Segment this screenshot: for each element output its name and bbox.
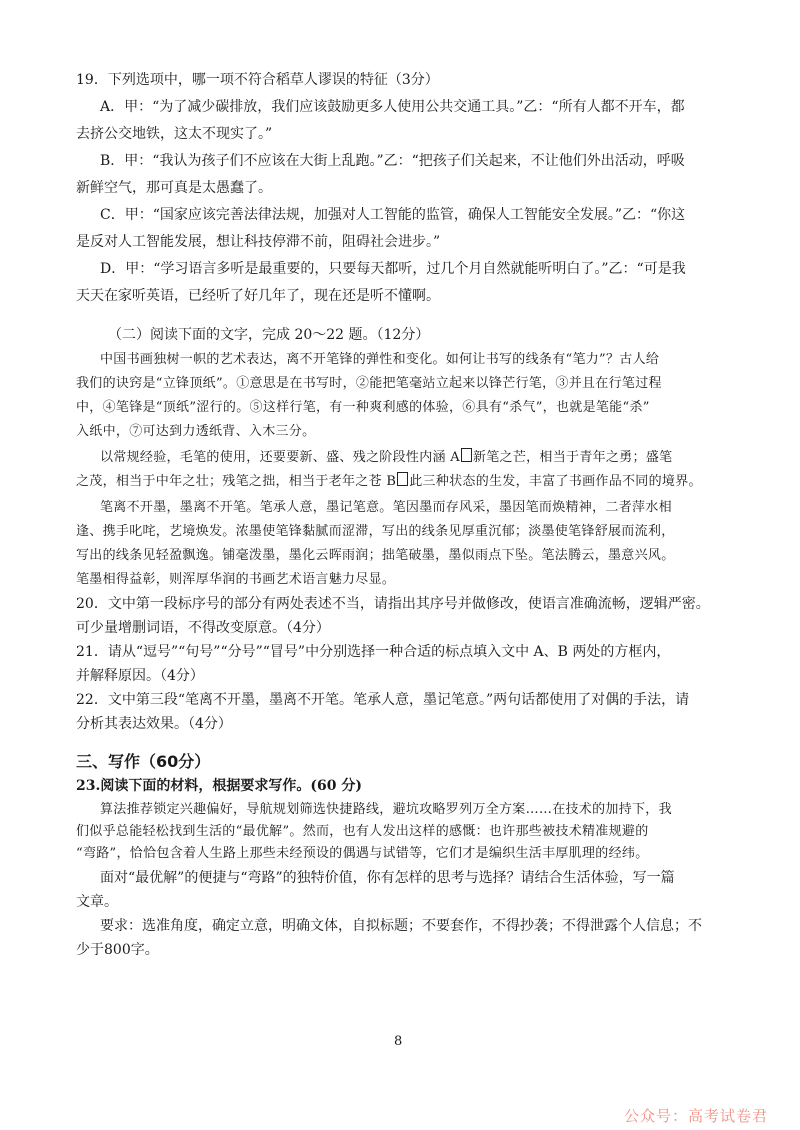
passage-p3-line2: 逢、携手叱咤，艺境焕发。浓墨使笔锋黏腻而涩滞，写出的线条见厚重沉郁；淡墨使笔锋舒展而流利， <box>76 524 675 539</box>
passage-p1-line4: 入纸中，⑦可达到力透纸背、入木三分。 <box>76 424 316 439</box>
q19-option-a-line2: 去挤公交地铁，这太不现实了。” <box>76 126 273 142</box>
q23-instruction: 23.阅读下面的材料，根据要求写作。(60 分) <box>76 778 362 794</box>
passage-p1-line1: 中国书画独树一帜的艺术表达，离不开笔锋的弹性和变化。如何让书写的线条有“笔力”？古人给 <box>100 352 660 367</box>
q19-option-a-line1: A．甲：“为了减少碳排放，我们应该鼓励更多人使用公共交通工具。”乙：“所有人都不开车，都 <box>100 99 685 115</box>
q19-option-c-line2: 是反对人工智能发展，想让科技停滞不前，阻碍社会进步。” <box>76 234 441 250</box>
writing-requirements-line1: 要求：选准角度，确定立意，明确文体，自拟标题；不要套作，不得抄袭；不得泄露个人信息；不 <box>100 918 702 934</box>
passage-p2-line1-part1: 以常规经验，毛笔的使用，还要要新、盛、残之阶段性内涵 A <box>100 450 460 465</box>
passage-p1-line3: 中，④笔锋是“顶纸”涩行的。⑤这样行笔，有一种爽利感的体验，⑥具有“杀气”，也就是笔能“杀” <box>76 400 650 415</box>
writing-prompt-line1: 面对“最优解”的便捷与“弯路”的独特价值，你有怎样的思考与选择？请结合生活体验，写一篇 <box>100 870 675 886</box>
passage-p2-line2-part1: 之茂，相当于中年之壮；残笔之拙，相当于老年之苍 B <box>76 474 397 489</box>
q19-option-c-line1: C．甲：“国家应该完善法律法规，加强对人工智能的监管，确保人工智能安全发展。”乙：“你这 <box>100 207 686 223</box>
passage-p1-line2: 我们的诀窍是“立锋顶纸”。①意思是在书写时，②能把笔毫站立起来以锋芒行笔，③并且在行笔过程 <box>76 376 662 391</box>
passage-p2-line2 <box>76 472 702 492</box>
q19-option-b-line1: B．甲：“我认为孩子们不应该在大街上乱跑。”乙：“把孩子们关起来，不让他们外出活动，呼吸 <box>100 153 685 169</box>
q19-option-d-line2: 天天在家听英语，已经听了好几年了，现在还是听不懂啊。 <box>76 288 440 304</box>
q19-stem: 19．下列选项中，哪一项不符合稻草人谬误的特征（3分） <box>76 72 439 88</box>
watermark-text: 公众号：高考试卷君 <box>623 1107 768 1125</box>
q19-option-d-line1: D．甲：“学习语言多听是最重要的，只要每天都听，过几个月自然就能听明白了。”乙：“可是我 <box>100 261 686 277</box>
q21-line2: 并解释原因。（4分） <box>76 668 204 684</box>
passage-p2-line1-part2: 新笔之芒，相当于青年之勇；盛笔 <box>472 450 673 465</box>
blank-box-a <box>461 448 472 462</box>
q20-line2: 可少量增删词语，不得改变原意。（4分） <box>76 620 330 636</box>
q19-option-b-line2: 新鲜空气，那可真是太愚蠢了。 <box>76 180 272 196</box>
material-line3: “弯路”，恰恰包含着人生路上那些未经预设的偶遇与试错等，它们才是编织生活丰厚肌理的经纬。 <box>76 846 649 861</box>
page-number: 8 <box>394 1034 403 1049</box>
q20-line1: 20．文中第一段标序号的部分有两处表述不当，请指出其序号并做修改，使语言准确流畅，逻辑严密。 <box>76 596 710 612</box>
blank-box-b <box>397 472 408 486</box>
passage-p2-line2-part2: 此三种状态的生发，丰富了书画作品不同的境界。 <box>409 474 702 489</box>
q22-line2: 分析其表达效果。（4分） <box>76 716 232 732</box>
reading-section-heading: （二）阅读下面的文字，完成 20～22 题。（12分） <box>108 327 430 343</box>
passage-p3-line4: 笔墨相得益彰，则浑厚华润的书画艺术语言魅力尽显。 <box>76 572 396 587</box>
writing-requirements-line2: 少于800字。 <box>76 942 159 958</box>
passage-p2-line1 <box>100 448 672 468</box>
q21-line1: 21．请从“逗号”“句号”“分号”“冒号”中分别选择一种合适的标点填入文中 A、B 两处的方框内， <box>76 644 671 660</box>
q22-line1: 22．文中第三段“笔离不开墨，墨离不开笔。笔承人意，墨记笔意。”两句话都使用了对偶的手法，请 <box>76 692 690 708</box>
passage-p3-line3: 写出的线条见轻盈飘逸。铺毫泼墨，墨化云晖雨润；拙笔破墨，墨似雨点下坠。笔法腾云，墨意兴风。 <box>76 548 675 563</box>
writing-section-title: 三、写作（60分） <box>76 752 211 771</box>
passage-p3-line1: 笔离不开墨，墨离不开笔。笔承人意，墨记笔意。笔因墨而存风采，墨因笔而焕精神，二者萍水相 <box>100 500 672 515</box>
material-line1: 算法推荐锁定兴趣偏好，导航规划筛选快捷路线，避坑攻略罗列万全方案……在技术的加持下，我 <box>100 802 672 817</box>
material-line2: 们似乎总能轻松找到生活的“最优解”。然而，也有人发出这样的感慨：也许那些被技术精准规避的 <box>76 824 649 839</box>
writing-prompt-line2: 文章。 <box>76 894 118 910</box>
